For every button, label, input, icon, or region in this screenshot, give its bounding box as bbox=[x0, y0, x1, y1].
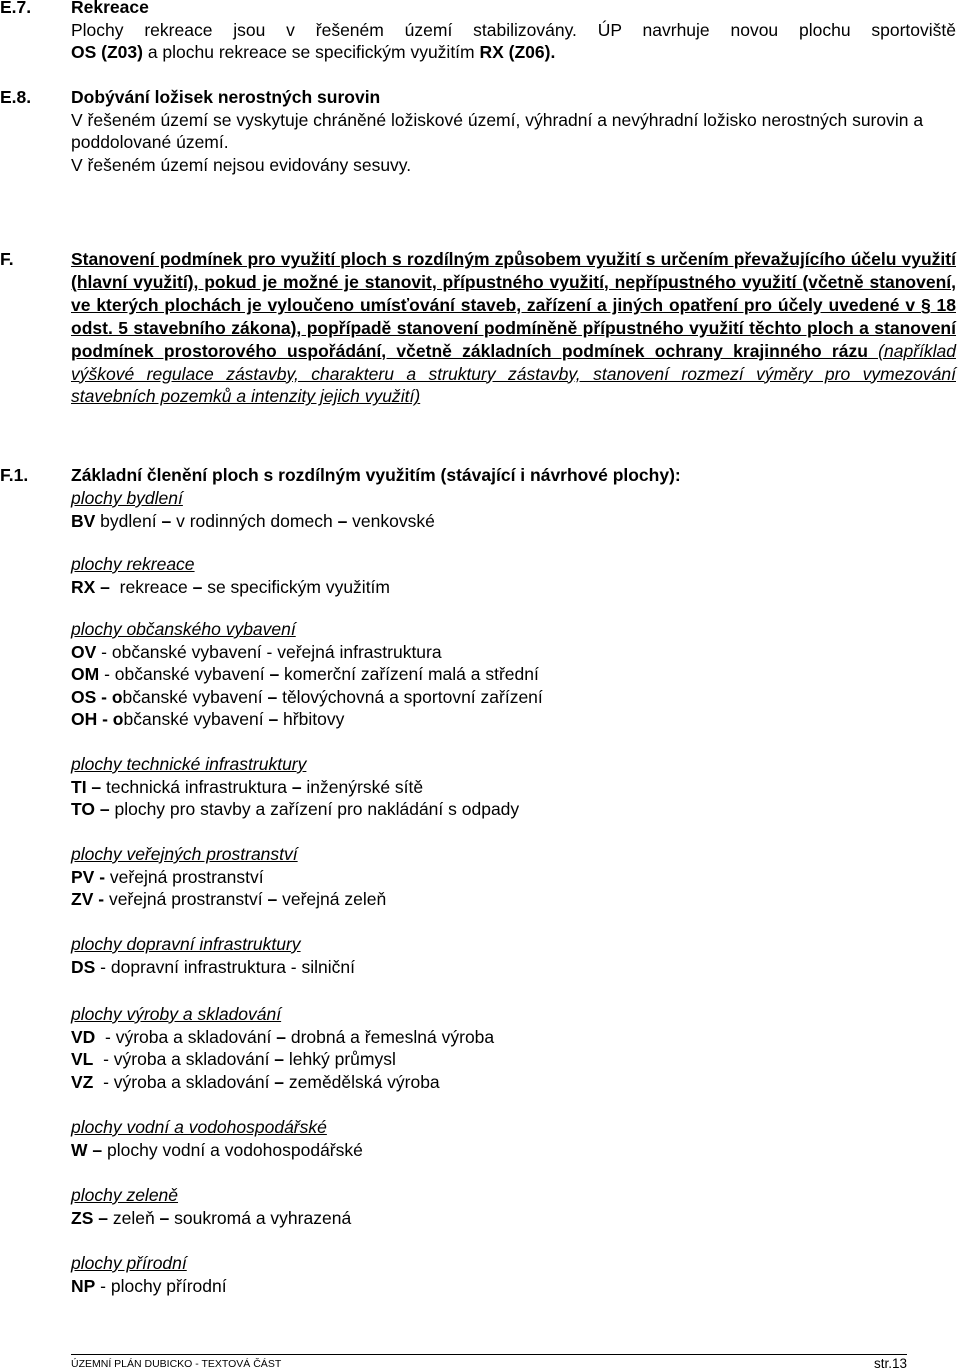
text-run: bydlení bbox=[95, 510, 157, 531]
bold-text: – bbox=[87, 1139, 107, 1160]
bold-text: – bbox=[269, 664, 280, 685]
section-paragraph bbox=[71, 19, 956, 64]
category-item bbox=[71, 576, 956, 599]
category-group bbox=[71, 843, 956, 911]
bold-text: - bbox=[94, 866, 110, 887]
bold-text: – bbox=[291, 776, 302, 797]
text-run: hřbitovy bbox=[278, 709, 345, 730]
text-run: plochy pro stavby a zařízení pro nakládání s odpady bbox=[114, 799, 520, 820]
heading-bold-text: Stanovení podmínek pro využití ploch s rozdílným způsobem využití s určením převažujícího účelu využití (hlavní využití), pokud je možné je stanovit, přípustného využití, nepřípustného využití (včetně stanovení, ve kterých plochách je vyloučeno umísťování staveb, zařízení a jiných opatření pro účely uvedené v § 18 odst. 5 stavebního zákona), popřípadě stanovení podmíněně přípustného využití těchto ploch a stanovení podmínek prostorového uspořádání, včetně základních podmínek ochrany krajinného rázu bbox=[71, 249, 956, 361]
category-group bbox=[71, 753, 956, 821]
category-title: plochy občanského vybavení bbox=[71, 619, 296, 639]
category-item bbox=[71, 776, 956, 799]
bold-text: RX (Z06). bbox=[479, 42, 556, 62]
category-item bbox=[71, 1275, 956, 1298]
category-item bbox=[71, 1139, 956, 1162]
text-run: v rodinných domech bbox=[176, 510, 338, 531]
category-title: plochy veřejných prostranství bbox=[71, 844, 298, 864]
bold-text: W bbox=[71, 1139, 88, 1160]
category-item bbox=[71, 866, 956, 889]
category-item bbox=[71, 1026, 956, 1049]
bold-text: VL bbox=[71, 1049, 94, 1070]
text-run: - výroba a skladování bbox=[93, 1071, 275, 1092]
category-item bbox=[71, 663, 956, 686]
bold-text: – bbox=[86, 776, 107, 797]
section-heading bbox=[71, 248, 956, 408]
category-group bbox=[71, 1003, 956, 1093]
text-run: technická infrastruktura bbox=[106, 776, 292, 797]
text-run: - plochy přírodní bbox=[95, 1275, 227, 1296]
bold-text: ZS bbox=[71, 1207, 94, 1228]
section-paragraph: V řešeném území nejsou evidovány sesuvy. bbox=[71, 154, 412, 175]
bold-text: – bbox=[274, 1049, 285, 1070]
bold-text: - bbox=[93, 889, 109, 910]
heading-italic-text: (například výškové regulace zástavby, charakteru a struktury zástavby, stanovení rozmezí výměry pro vymezování stavebních pozemků a intenzity jejich využití) bbox=[71, 340, 956, 407]
category-item bbox=[71, 1048, 956, 1071]
category-title: plochy výroby a skladování bbox=[71, 1004, 282, 1024]
category-title: plochy bydlení bbox=[71, 488, 183, 508]
section-number: F.1. bbox=[0, 465, 29, 485]
bold-text: RX bbox=[71, 576, 96, 597]
section-content bbox=[71, 0, 956, 64]
category-item bbox=[71, 798, 956, 821]
category-title: plochy vodní a vodohospodářské bbox=[71, 1117, 327, 1137]
bold-text: VD bbox=[71, 1026, 96, 1047]
bold-text: – bbox=[276, 1026, 286, 1047]
category-item bbox=[71, 510, 956, 533]
category-group bbox=[71, 553, 956, 598]
bold-text: OH - o bbox=[71, 709, 124, 730]
category-title: plochy rekreace bbox=[71, 554, 195, 574]
bold-text: ZV bbox=[71, 889, 94, 910]
bold-text: OM bbox=[71, 664, 100, 685]
text-run: - výroba a skladování bbox=[95, 1026, 277, 1047]
category-group bbox=[71, 933, 956, 978]
bold-text: TI bbox=[71, 776, 87, 797]
text-run: - občanské vybavení - veřejná infrastruktura bbox=[96, 641, 442, 662]
bold-text: – bbox=[156, 510, 177, 531]
section-title: Rekreace bbox=[71, 0, 149, 17]
text-run: lehký průmysl bbox=[284, 1049, 396, 1070]
category-item bbox=[71, 888, 956, 911]
bold-text: – bbox=[268, 709, 279, 730]
section-content bbox=[71, 86, 956, 176]
text-run: Plochy rekreace jsou v řešeném území stabilizovány. ÚP navrhuje novou plochu sportoviště bbox=[71, 19, 956, 40]
bold-text: NP bbox=[71, 1275, 96, 1296]
footer-page-number: str.13 bbox=[873, 1356, 907, 1371]
bold-text: OV bbox=[71, 641, 97, 662]
text-run: veřejná prostranství bbox=[108, 889, 268, 910]
category-item bbox=[71, 686, 956, 709]
category-title: plochy technické infrastruktury bbox=[71, 754, 307, 774]
text-run: drobná a řemeslná výroba bbox=[285, 1026, 495, 1047]
category-group bbox=[71, 1252, 956, 1297]
category-item bbox=[71, 708, 956, 731]
text-run: - výroba a skladování bbox=[93, 1049, 275, 1070]
bold-text: DS bbox=[71, 956, 96, 977]
section-paragraph: V řešeném území se vyskytuje chráněné ložiskové území, výhradní a nevýhradní ložisko nerostných surovin a poddolované území. bbox=[71, 109, 924, 152]
category-item bbox=[71, 956, 956, 979]
bold-text: – bbox=[267, 889, 278, 910]
text-run: zeleň bbox=[112, 1207, 160, 1228]
text-run: komerční zařízení malá a střední bbox=[279, 664, 539, 685]
category-group bbox=[71, 1184, 956, 1229]
category-item bbox=[71, 641, 956, 664]
bold-text: – bbox=[95, 576, 115, 597]
section-number: E.7. bbox=[0, 0, 32, 17]
text-run: soukromá a vyhrazená bbox=[169, 1207, 352, 1228]
bold-text: PV bbox=[71, 866, 95, 887]
category-group bbox=[71, 618, 956, 731]
text-run: tělovýchovná a sportovní zařízení bbox=[277, 686, 543, 707]
text-run: a plochu rekreace se specifickým využitím bbox=[142, 42, 480, 62]
page-footer bbox=[71, 1354, 907, 1371]
text-run: inženýrské sítě bbox=[301, 776, 424, 797]
bold-text: – bbox=[274, 1071, 285, 1092]
category-item bbox=[71, 1071, 956, 1094]
category-item bbox=[71, 1207, 956, 1230]
category-title: plochy dopravní infrastruktury bbox=[71, 934, 301, 954]
text-run: veřejná prostranství bbox=[109, 866, 264, 887]
section-number: E.8. bbox=[0, 87, 32, 107]
category-title: plochy zeleně bbox=[71, 1185, 179, 1205]
bold-text: – bbox=[192, 576, 203, 597]
category-group bbox=[71, 487, 956, 532]
text-run: - dopravní infrastruktura - silniční bbox=[95, 956, 355, 977]
text-run: venkovské bbox=[347, 510, 435, 531]
category-group bbox=[71, 1116, 956, 1161]
bold-text: OS (Z03) bbox=[71, 42, 143, 62]
paragraph-line bbox=[71, 41, 956, 64]
text-run: zemědělská výroba bbox=[284, 1071, 440, 1092]
bold-text: OS - o bbox=[71, 686, 123, 707]
paragraph-line bbox=[71, 19, 956, 42]
bold-text: – bbox=[159, 1207, 170, 1228]
bold-text: – bbox=[93, 1207, 113, 1228]
category-title: plochy přírodní bbox=[71, 1253, 187, 1273]
bold-text: TO bbox=[71, 799, 95, 820]
text-run: bčanské vybavení bbox=[122, 686, 268, 707]
section-number: F. bbox=[0, 249, 14, 269]
text-run: plochy vodní a vodohospodářské bbox=[107, 1139, 363, 1160]
text-run: - občanské vybavení bbox=[99, 664, 270, 685]
section-title: Dobývání ložisek nerostných surovin bbox=[71, 87, 381, 107]
text-run: bčanské vybavení bbox=[123, 709, 269, 730]
text-run: rekreace bbox=[114, 576, 193, 597]
text-run: veřejná zeleň bbox=[277, 889, 387, 910]
bold-text: – bbox=[337, 510, 348, 531]
bold-text: – bbox=[95, 799, 115, 820]
footer-document-title: ÚZEMNÍ PLÁN DUBICKO - TEXTOVÁ ČÁST bbox=[71, 1358, 282, 1370]
bold-text: VZ bbox=[71, 1071, 94, 1092]
text-run: se specifickým využitím bbox=[202, 576, 391, 597]
bold-text: – bbox=[267, 686, 278, 707]
bold-text: BV bbox=[71, 510, 96, 531]
section-title: Základní členění ploch s rozdílným využitím (stávající i návrhové plochy): bbox=[71, 465, 681, 485]
